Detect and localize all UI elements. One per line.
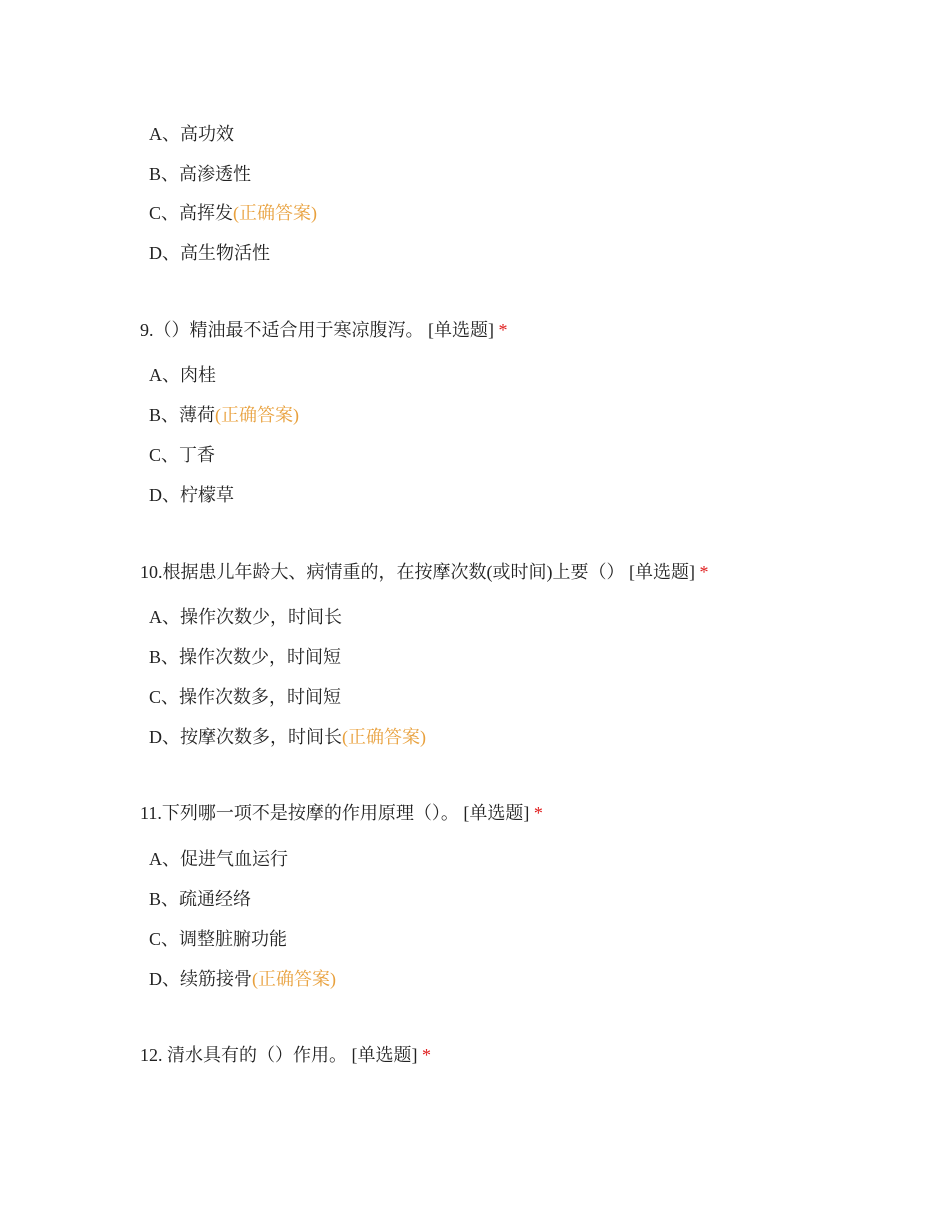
correct-answer-marker: (正确答案) <box>342 727 426 747</box>
question-type-tag: [单选题] <box>351 1045 418 1065</box>
option-label: D、柠檬草 <box>149 485 234 505</box>
required-marker: * <box>699 562 709 582</box>
q10-option-b <box>149 645 341 669</box>
question-text: 10.根据患儿年龄大、病情重的，在按摩次数(或时间)上要（） <box>140 562 625 582</box>
option-label: B、高渗透性 <box>149 164 252 184</box>
option-label: C、调整脏腑功能 <box>149 929 288 949</box>
question-text: 12. 清水具有的（）作用。 <box>140 1045 347 1065</box>
required-marker: * <box>498 320 508 340</box>
option-label: D、续筋接骨 <box>149 969 252 989</box>
q11-title <box>140 801 543 825</box>
question-type-tag: [单选题] <box>463 803 530 823</box>
option-label: A、肉桂 <box>149 365 216 385</box>
correct-answer-marker: (正确答案) <box>215 405 300 425</box>
q11-option-b <box>149 887 251 911</box>
q9-option-a <box>149 363 216 387</box>
q10-title <box>140 560 709 584</box>
question-type-tag: [单选题] <box>428 320 494 340</box>
q8-option-c <box>149 201 317 225</box>
question-text: 11.下列哪一项不是按摩的作用原理（）。 <box>140 803 459 823</box>
q11-option-d <box>149 967 336 991</box>
q9-option-c <box>149 443 215 467</box>
question-type-tag: [单选题] <box>629 562 695 582</box>
option-label: C、丁香 <box>149 445 216 465</box>
option-label: A、促进气血运行 <box>149 849 288 869</box>
q8-option-d <box>149 241 270 265</box>
question-text: 9.（）精油最不适合用于寒凉腹泻。 <box>140 320 424 340</box>
option-label: B、操作次数少，时间短 <box>149 647 342 667</box>
q10-option-d <box>149 725 426 749</box>
correct-answer-marker: (正确答案) <box>252 969 336 989</box>
q10-option-a <box>149 605 342 629</box>
q12-title <box>140 1043 431 1067</box>
q8-option-b <box>149 162 251 186</box>
option-label: D、按摩次数多，时间长 <box>149 727 342 747</box>
q10-option-c <box>149 685 341 709</box>
q9-title <box>140 318 508 342</box>
required-marker: * <box>422 1045 431 1065</box>
option-label: B、疏通经络 <box>149 889 252 909</box>
q11-option-c <box>149 927 287 951</box>
q9-option-d <box>149 483 234 507</box>
option-label: B、薄荷 <box>149 405 216 425</box>
option-label: D、高生物活性 <box>149 243 270 263</box>
q9-option-b <box>149 403 299 427</box>
correct-answer-marker: (正确答案) <box>233 203 318 223</box>
option-label: A、操作次数少，时间长 <box>149 607 342 627</box>
option-label: C、操作次数多，时间短 <box>149 687 342 707</box>
option-label: C、高挥发 <box>149 203 234 223</box>
required-marker: * <box>533 803 543 823</box>
option-label: A、高功效 <box>149 124 234 144</box>
q11-option-a <box>149 847 288 871</box>
q8-option-a <box>149 122 234 146</box>
